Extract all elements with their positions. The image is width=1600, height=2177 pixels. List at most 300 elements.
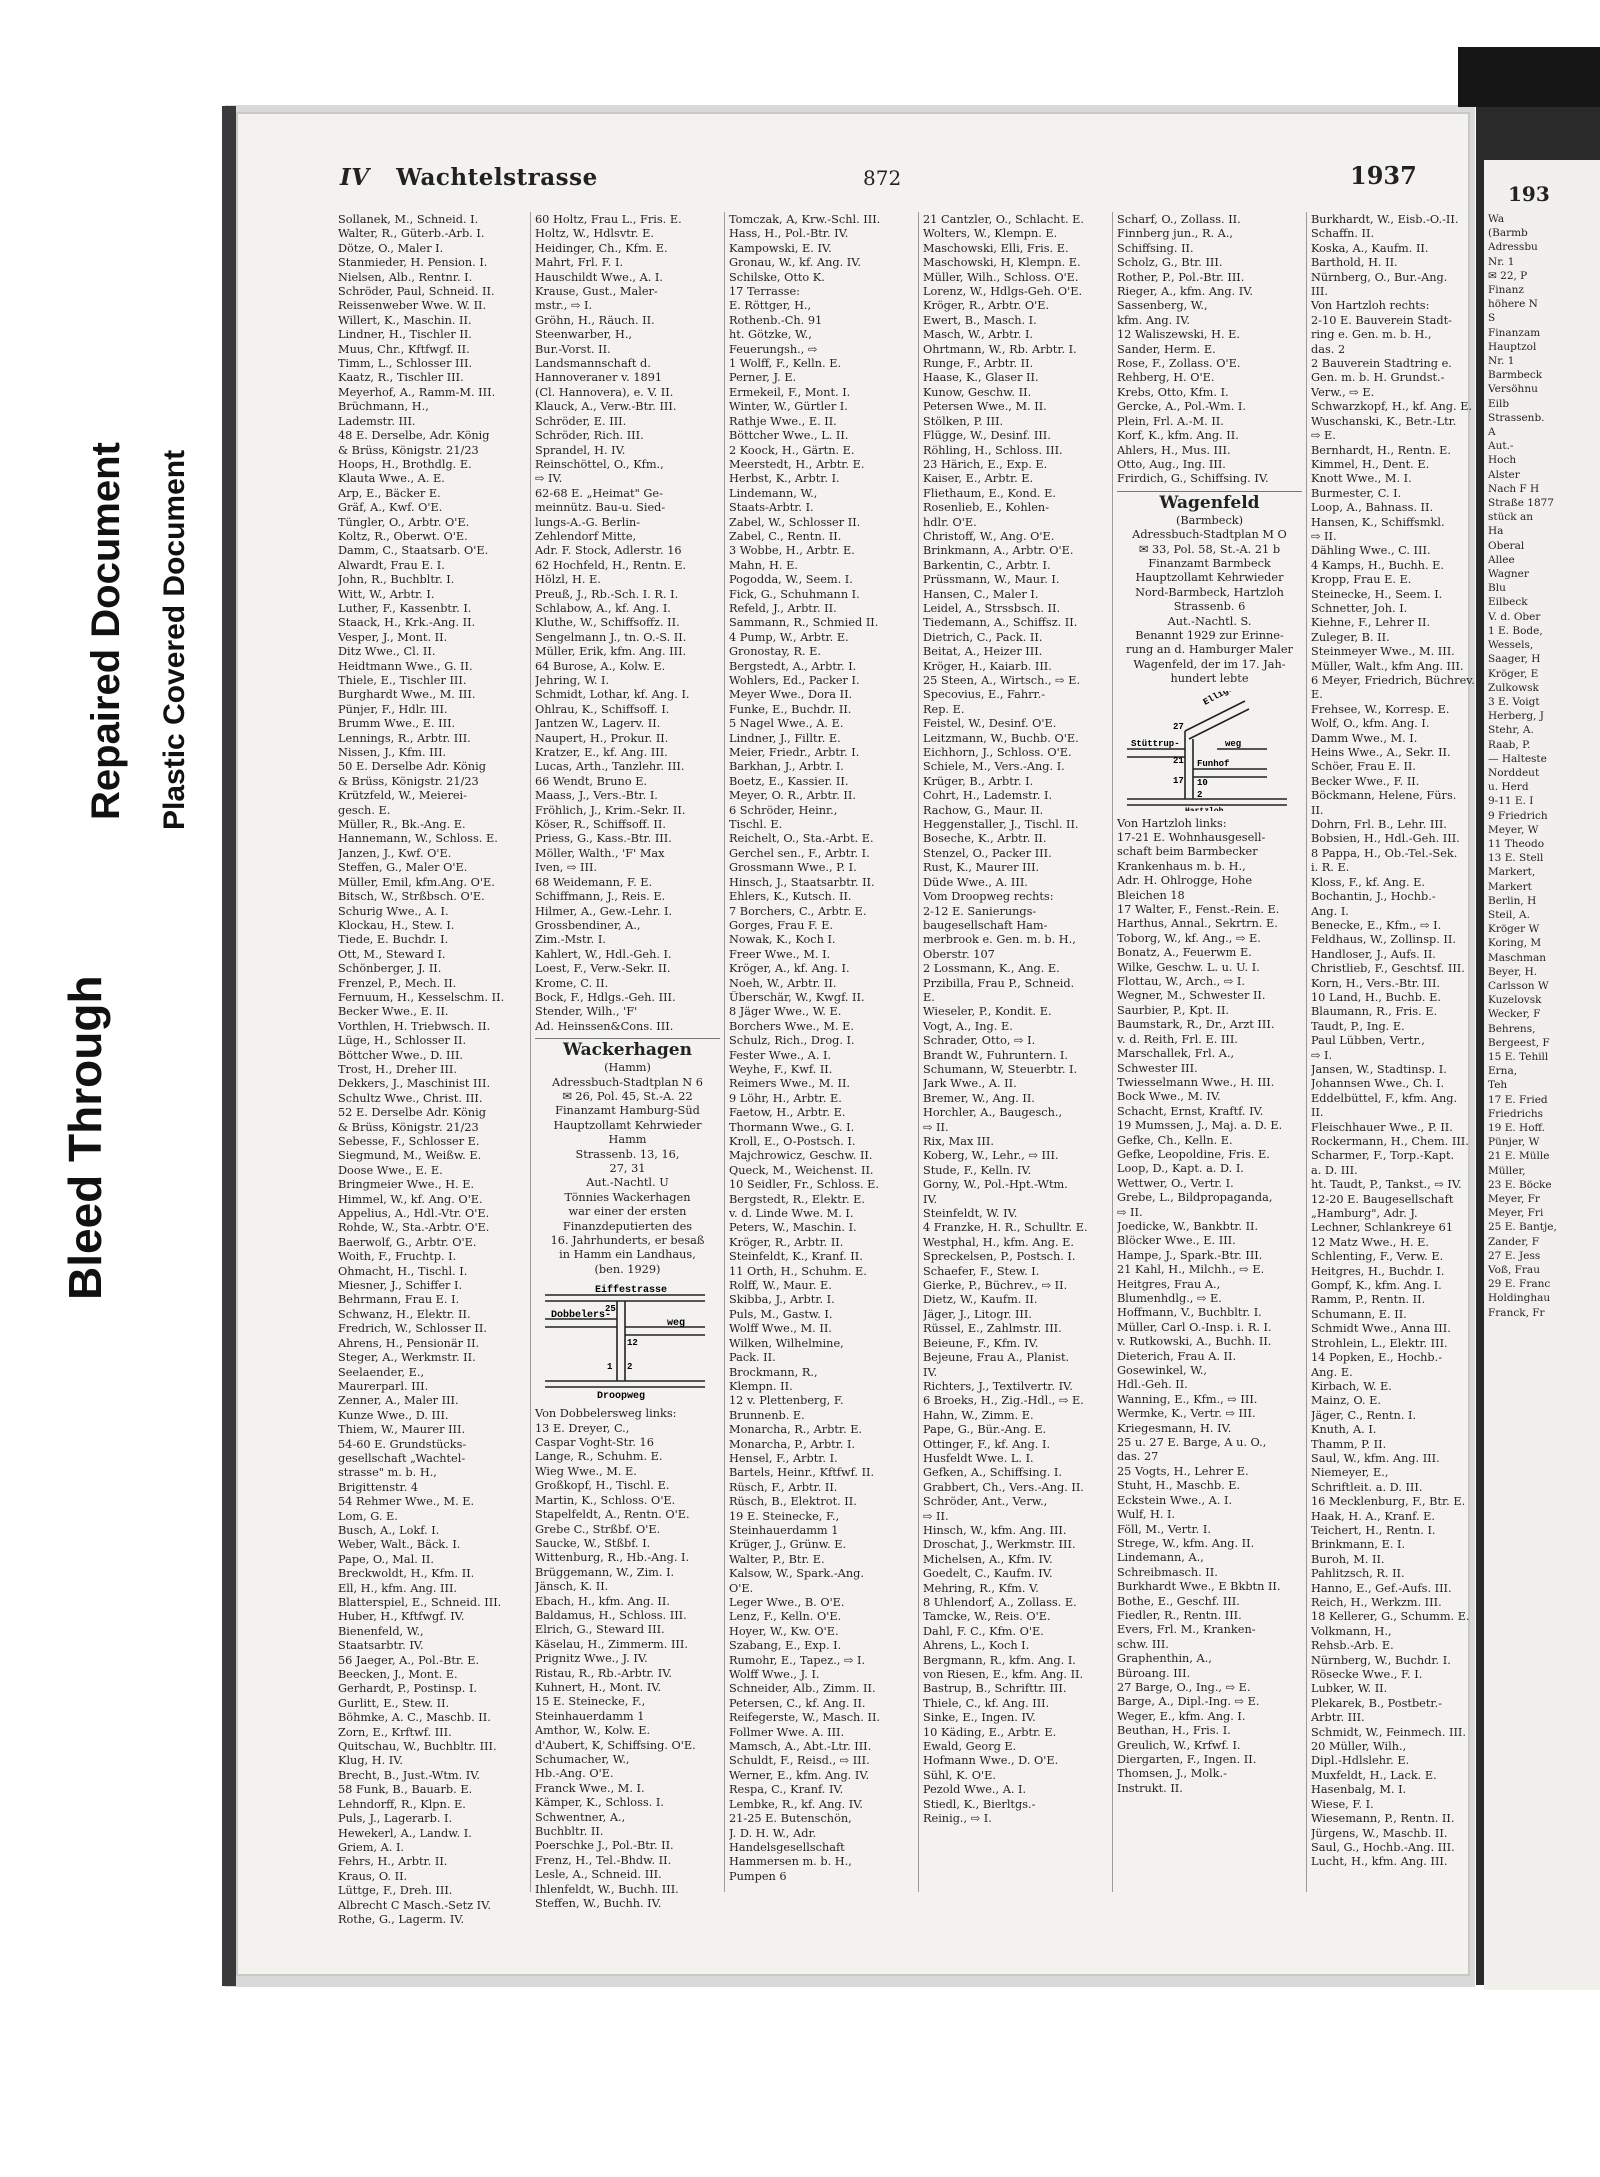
entry-line: Muus, Chr., Kftfwgf. II.: [338, 342, 470, 356]
entry-line: Adressbuch-Stadtplan N 6: [552, 1075, 703, 1089]
entry-line: Gen. m. b. H. Grundst.-: [1311, 371, 1445, 385]
entry-line: Markert,: [1488, 866, 1536, 879]
entry-line: Leitzmann, W., Buchb. O'E.: [923, 731, 1079, 745]
entry-line: Scharmer, F., Torp.-Kapt.: [1311, 1149, 1455, 1163]
entry-line: Nr. 1: [1488, 355, 1515, 368]
entry-line: Puls, J., Lagerarb. I.: [338, 1812, 453, 1826]
entry-line: Steenwarber, H.,: [535, 328, 633, 342]
entry-line: 56 Jaeger, A., Pol.-Btr. E.: [338, 1653, 480, 1667]
entry-line: Ermekeil, F., Mont. I.: [729, 385, 851, 399]
entry-line: (Barmb: [1488, 227, 1528, 240]
entry-line: Müller, Erik, kfm. Ang. III.: [535, 645, 687, 659]
entry-line: 4 Pump, W., Arbtr. E.: [729, 630, 849, 644]
entry-line: Eddelbüttel, F., kfm. Ang.: [1311, 1091, 1458, 1105]
entry-line: Ott, M., Steward I.: [338, 947, 446, 961]
entry-line: Droschat, J., Werkmstr. III.: [923, 1538, 1076, 1552]
entry-line: Priess, G., Kass.-Btr. III.: [535, 832, 672, 846]
entry-line: Kirbach, W. E.: [1311, 1379, 1392, 1393]
entry-line: Barkentin, C., Arbtr. I.: [923, 558, 1051, 572]
entry-line: 29 E. Franc: [1488, 1278, 1551, 1291]
entry-line: schaft beim Barmbecker: [1117, 845, 1258, 859]
entry-line: Hannemann, W., Schloss. E.: [338, 832, 498, 846]
entry-line: Kunow, Geschw. II.: [923, 385, 1032, 399]
entry-line: Wuschanski, K., Betr.-Ltr.: [1311, 414, 1457, 428]
entry-line: Borchers Wwe., M. E.: [729, 1019, 854, 1033]
entry-line: Schrader, Otto, ⇨ I.: [923, 1034, 1036, 1048]
entry-line: Hilmer, A., Gew.-Lehr. I.: [535, 904, 673, 918]
entry-line: Schaffn. II.: [1311, 227, 1375, 241]
entry-line: Kröger, R., Arbtr. O'E.: [923, 299, 1050, 313]
entry-line: Rolff, W., Maur. E.: [729, 1279, 832, 1293]
entry-line: IV.: [923, 1192, 938, 1206]
entry-line: Kämper, K., Schloss. I.: [535, 1796, 664, 1810]
entry-line: & Brüss, Königstr. 21/23: [338, 774, 479, 788]
entry-line: Lindner, J., Filltr. E.: [729, 731, 841, 745]
entry-line: Reinschöttel, O., Kfm.,: [535, 457, 664, 471]
entry-line: 8 Uhlendorf, A., Zollass. E.: [923, 1596, 1077, 1609]
entry-line: Beitat, A., Heizer III.: [923, 645, 1043, 659]
entry-line: Gräf, A., Kwf. O'E.: [338, 501, 443, 515]
entry-line: ⇨ II.: [923, 1120, 949, 1134]
entry-line: Fehrs, H., Arbtr. II.: [338, 1855, 448, 1869]
entry-line: Krüger, B., Arbtr. I.: [923, 774, 1034, 788]
entry-line: Eckstein Wwe., A. I.: [1117, 1493, 1233, 1507]
entry-line: Rüssel, E., Zahlmstr. III.: [923, 1322, 1062, 1336]
entry-line: v. Rutkowski, A., Buchh. II.: [1117, 1335, 1272, 1349]
entry-line: Ohrtmann, W., Rb. Arbtr. I.: [923, 342, 1077, 356]
map-label: Stüttrup-: [1131, 738, 1180, 749]
entry-line: Zehlendorf Mitte,: [535, 529, 637, 543]
entry-line: Faetow, H., Arbtr. E.: [729, 1106, 846, 1120]
entry-line: Respa, C., Kranf. IV.: [729, 1783, 844, 1797]
entry-line: Ditz Wwe., Cl. II.: [338, 645, 436, 659]
entry-line: Koberg, W., Lehr., ⇨ III.: [923, 1149, 1059, 1163]
entry-line: Lesle, A., Schneid. III.: [535, 1868, 662, 1882]
map-label: 12: [627, 1338, 638, 1349]
entry-line: Wolff Wwe., M. II.: [729, 1322, 832, 1336]
entry-line: Przibilla, Frau P., Schneid.: [923, 976, 1075, 990]
entry-line: 27 E. Jess: [1488, 1249, 1541, 1262]
entry-line: Dietrich, C., Pack. II.: [923, 630, 1043, 644]
entry-line: Reissenweber Wwe. W. II.: [338, 299, 487, 313]
entry-line: Fernuum, H., Kesselschm. II.: [338, 990, 505, 1004]
entry-line: Pape, G., Bür.-Ang. E.: [923, 1423, 1047, 1437]
entry-line: Fliethaum, E., Kond. E.: [923, 486, 1056, 500]
map-label: Dobbelers-: [551, 1310, 612, 1322]
entry-line: Janzen, J., Kwf. O'E.: [338, 846, 452, 860]
entry-line: Hampe, J., Spark.-Btr. III.: [1117, 1248, 1263, 1262]
entry-line: Hinsch, W., kfm. Ang. III.: [923, 1523, 1067, 1537]
entry-line: Bastrup, B., Schrifttr. III.: [923, 1682, 1067, 1696]
entry-line: ⇨ II.: [1117, 1205, 1143, 1219]
entry-line: Lembke, R., kf. Ang. IV.: [729, 1797, 864, 1811]
entry-line: Versöhnu: [1488, 383, 1538, 396]
entry-line: Bergmann, R., kfm. Ang. I.: [923, 1653, 1076, 1667]
entry-line: Gronau, W., kf. Ang. IV.: [729, 256, 861, 270]
entry-line: in Hamm ein Landhaus,: [559, 1248, 696, 1262]
entry-line: Staack, H., Krk.-Ang. II.: [338, 616, 476, 630]
entry-line: John, R., Buchbltr. I.: [338, 573, 455, 587]
entry-line: Meyer Wwe., Dora II.: [729, 688, 853, 702]
entry-line: Maass, J., Vers.-Btr. I.: [535, 789, 658, 803]
map-label: Droopweg: [597, 1391, 646, 1402]
entry-line: Ottinger, F., kf. Ang. I.: [923, 1437, 1051, 1451]
street-map-drawing: [1117, 691, 1295, 811]
entry-line: Lorenz, W., Hdlgs-Geh. O'E.: [923, 285, 1083, 299]
entry-line: Rumohr, E., Tapez., ⇨ I.: [729, 1653, 866, 1667]
column-5: [1117, 213, 1302, 1973]
entry-line: Gorges, Frau F. E.: [729, 918, 834, 932]
entry-line: Reifegerste, W., Masch. II.: [729, 1711, 881, 1725]
entry-line: Jänsch, K. II.: [535, 1580, 609, 1594]
entry-line: Ang. E.: [1311, 1365, 1353, 1379]
entry-line: Adr. F. Stock, Adlerstr. 16: [535, 544, 682, 558]
entry-line: Schröder, Paul, Schneid. II.: [338, 285, 495, 299]
entry-line: 4 Franzke, H. R., Schulltr. E.: [923, 1221, 1088, 1235]
entry-line: 2 Koock, H., Gärtn. E.: [729, 443, 855, 457]
entry-line: Hensel, F., Arbtr. I.: [729, 1451, 838, 1465]
entry-line: 16. Jahrhunderts, er besaß: [550, 1234, 705, 1248]
entry-line: Heitgres, Frau A.,: [1117, 1277, 1221, 1291]
entry-line: Wittenburg, R., Hb.-Ang. I.: [535, 1551, 690, 1565]
entry-line: Tomczak, A, Krw.-Schl. III.: [729, 213, 881, 226]
entry-line: 25 u. 27 E. Barge, A u. O.,: [1117, 1436, 1267, 1450]
entry-line: Fröhlich, J., Krim.-Sekr. II.: [535, 803, 686, 817]
entry-line: Ewald, Georg E.: [923, 1740, 1017, 1754]
entry-line: Blumenhdlg., ⇨ E.: [1117, 1292, 1222, 1305]
entry-line: Kaatz, R., Tischler III.: [338, 371, 464, 385]
entry-line: Westphal, H., kfm. Ang. E.: [923, 1235, 1074, 1249]
entry-line: Alwardt, Frau E. I.: [338, 558, 445, 572]
entry-line: Doose Wwe., E. E.: [338, 1163, 443, 1177]
entry-line: Buroh, M. II.: [1311, 1552, 1385, 1566]
entry-line: Gerhardt, P., Postinsp. I.: [338, 1682, 477, 1696]
entry-line: Steinfeldt, K., Kranf. II.: [729, 1250, 863, 1264]
entry-line: Beuthan, H., Fris. I.: [1117, 1724, 1231, 1738]
entry-line: Wermke, K., Vertr. ⇨ III.: [1117, 1407, 1256, 1421]
entry-line: Schumann, E. II.: [1311, 1307, 1407, 1321]
entry-line: (ben. 1929): [594, 1262, 661, 1276]
entry-line: 9-11 E. I: [1488, 795, 1534, 808]
entry-line: Jäger, C., Rentn. I.: [1311, 1408, 1417, 1422]
entry-line: 20 Müller, Wilh.,: [1311, 1740, 1407, 1754]
entry-line: Schwarzkopf, H., kf. Ang. E.: [1311, 400, 1473, 414]
entry-line: Behrmann, Frau E. I.: [338, 1293, 460, 1307]
entry-line: Friedrichs: [1488, 1107, 1544, 1120]
entry-line: Kröger, E: [1488, 667, 1539, 680]
column-rule: [1112, 212, 1113, 1892]
entry-line: kfm. Ang. IV.: [1117, 313, 1191, 327]
entry-line: Ell, H., kfm. Ang. III.: [338, 1581, 458, 1595]
entry-line: gesellschaft „Wachtel-: [338, 1451, 466, 1465]
entry-line: Stiedl, K., Bierltgs.-: [923, 1797, 1036, 1811]
entry-line: Ebach, H., kfm. Ang. II.: [535, 1594, 670, 1608]
entry-line: Stanmieder, H. Pension. I.: [338, 256, 488, 270]
entry-line: Cohrt, H., Lademstr. I.: [923, 789, 1053, 803]
entry-line: 64 Burose, A., Kolw. E.: [535, 659, 666, 673]
entry-line: Hahn, W., Zimm. E.: [923, 1408, 1034, 1422]
entry-line: Kröger W: [1488, 923, 1540, 936]
entry-line: Rösecke Wwe., F. I.: [1311, 1668, 1423, 1682]
entry-line: Bernhardt, H., Rentn. E.: [1311, 443, 1451, 457]
entry-line: 58 Funk, B., Bauarb. E.: [338, 1783, 473, 1797]
entry-line: Staatsarbtr. IV.: [338, 1639, 424, 1653]
entry-line: (Cl. Hannovera), e. V. II.: [535, 385, 674, 399]
entry-line: Beyer, H.: [1488, 965, 1538, 978]
entry-line: Markert: [1488, 880, 1532, 893]
entry-line: Gurlitt, E., Stew. II.: [338, 1696, 450, 1710]
entry-line: & Brüss, Königstr. 21/23: [338, 1120, 479, 1134]
entry-line: höhere N: [1488, 298, 1538, 311]
entry-line: Rothe, G., Lagerm. IV.: [338, 1912, 465, 1926]
entry-line: Wieseler, P., Kondit. E.: [923, 1005, 1052, 1019]
entry-line: Sander, Herm. E.: [1117, 342, 1216, 356]
entry-line: E.: [1311, 688, 1323, 702]
entry-line: Schreibmasch. II.: [1117, 1565, 1218, 1579]
entry-line: Lindner, H., Tischler II.: [338, 328, 472, 342]
entry-line: Ristau, R., Rb.-Arbtr. IV.: [535, 1666, 672, 1680]
entry-line: Strassenb.: [1488, 411, 1545, 424]
column-rule: [724, 212, 725, 1892]
map-label: 27: [1173, 721, 1184, 732]
entry-line: Vesper, J., Mont. II.: [338, 630, 448, 644]
entry-line: Meier, Friedr., Arbtr. I.: [729, 746, 860, 760]
street-title: Wachtelstrasse: [396, 164, 598, 191]
street-map: [1117, 691, 1295, 811]
entry-line: 2 Lossmann, K., Ang. E.: [923, 962, 1060, 976]
entry-line: Wolf, O., kfm. Ang. I.: [1311, 717, 1430, 731]
entry-line: „Hamburg", Adr. J.: [1311, 1207, 1418, 1221]
entry-line: Zenner, A., Maler III.: [338, 1394, 459, 1408]
entry-line: Baumstark, R., Dr., Arzt III.: [1117, 1018, 1275, 1032]
entry-line: Erna,: [1488, 1065, 1518, 1078]
entry-line: Niemeyer, E.,: [1311, 1466, 1389, 1480]
entry-line: 12-20 E. Baugesellschaft: [1311, 1192, 1454, 1206]
entry-line: Franck, Fr: [1488, 1306, 1545, 1319]
entry-line: Hauptzollamt Kehrwieder: [1135, 571, 1284, 585]
entry-line: Rohde, W., Sta.-Arbtr. O'E.: [338, 1221, 490, 1235]
entry-line: Heidtmann Wwe., G. II.: [338, 659, 473, 673]
entry-line: Pahlitzsch, R. II.: [1311, 1567, 1405, 1581]
entry-line: 19 E. Steinecke, F.,: [729, 1509, 840, 1523]
entry-line: Brandt W., Fuhruntern. I.: [923, 1048, 1068, 1062]
entry-line: Überschär, W., Kwgf. II.: [729, 990, 865, 1004]
entry-line: Mahrt, Frl. F. I.: [535, 256, 624, 270]
entry-line: Werner, E., kfm. Ang. IV.: [729, 1768, 870, 1782]
entry-line: Gosewinkel, W.,: [1117, 1364, 1208, 1378]
entry-line: Brecht, B., Just.-Wtm. IV.: [338, 1768, 480, 1782]
entry-line: Teh: [1488, 1079, 1508, 1092]
entry-line: & Brüss, Königstr. 21/23: [338, 443, 479, 457]
entry-line: 11 Orth, H., Schuhm. E.: [729, 1264, 867, 1278]
entry-line: Kratzer, E., kf. Ang. III.: [535, 746, 668, 760]
entry-line: 11 Theodo: [1488, 837, 1545, 850]
entry-line: Sengelmann J., tn. O.-S. II.: [535, 630, 687, 644]
entry-line: 27, 31: [609, 1162, 646, 1175]
entry-line: Carlsson W: [1488, 979, 1549, 992]
entry-line: das. 27: [1117, 1450, 1159, 1464]
entry-line: Dohrn, Frl. B., Lehr. III.: [1311, 818, 1447, 832]
entry-line: Zabel, W., Schlosser II.: [729, 515, 861, 529]
entry-line: Woith, F., Fruchtp. I.: [338, 1250, 457, 1264]
entry-line: Maschman: [1488, 951, 1547, 964]
entry-line: Böttcher Wwe., L. II.: [729, 429, 849, 443]
entry-line: ⇨ II.: [923, 1509, 949, 1523]
entry-line: Finnberg jun., R. A.,: [1117, 227, 1233, 241]
entry-line: Wieg Wwe., M. E.: [535, 1464, 637, 1478]
entry-line: Schumann, W, Steuerbtr. I.: [923, 1062, 1078, 1076]
entry-line: Koltz, R., Oberwt. O'E.: [338, 529, 468, 543]
entry-line: Wessels,: [1488, 639, 1534, 652]
entry-line: Specovius, E., Fahrr.-: [923, 688, 1046, 702]
entry-line: 3 Wobbe, H., Arbtr. E.: [729, 544, 855, 558]
entry-line: 12 Waliszewski, H. E.: [1117, 328, 1240, 342]
entry-line: Grabbert, Ch., Vers.-Ang. II.: [923, 1480, 1084, 1494]
entry-line: 52 E. Derselbe Adr. König: [338, 1106, 486, 1120]
entry-line: Graphenthin, A.,: [1117, 1652, 1212, 1666]
entry-line: Müller, Carl O.-Insp. i. R. I.: [1117, 1320, 1272, 1334]
entry-line: Grebe C., Strßbf. O'E.: [535, 1522, 661, 1536]
entry-line: Hoyer, W., Kw. O'E.: [729, 1624, 839, 1638]
entry-line: Kroll, E., O-Postsch. I.: [729, 1135, 856, 1148]
entry-line: Lubker, W. II.: [1311, 1682, 1388, 1696]
entry-line: Brinkmann, E. I.: [1311, 1538, 1406, 1552]
entry-line: 10 Land, H., Buchb. E.: [1311, 990, 1441, 1004]
entry-line: Verw., ⇨ E.: [1311, 385, 1375, 399]
entry-line: Grossbendiner, A.,: [535, 918, 641, 932]
entry-line: 25 E. Bantje,: [1488, 1221, 1557, 1234]
entry-line: Pumpen 6: [729, 1869, 787, 1883]
column-6: [1311, 213, 1496, 1973]
entry-line: Brinkmann, A., Arbtr. O'E.: [923, 544, 1074, 558]
entry-line: Maschowski, H, Klempn. E.: [923, 256, 1081, 270]
entry-line: Sebesse, F., Schlosser E.: [338, 1135, 480, 1148]
entry-line: Handloser, J., Aufs. II.: [1311, 947, 1436, 961]
entry-line: Müller, Emil, kfm.Ang. O'E.: [338, 875, 495, 889]
entry-line: Zander, F: [1488, 1235, 1540, 1248]
entry-line: Evers, Frl. M., Kranken-: [1117, 1623, 1256, 1637]
entry-line: Von Hartzloh links:: [1117, 816, 1227, 830]
entry-line: ring e. Gen. m. b. H.,: [1311, 328, 1432, 342]
entry-line: Klauck, A., Verw.-Btr. III.: [535, 400, 677, 414]
entry-line: Burghardt Wwe., M. III.: [338, 688, 476, 702]
entry-line: ⇨ IV.: [535, 472, 563, 486]
entry-line: (Barmbeck): [1175, 513, 1244, 527]
entry-line: Maurerparl. III.: [338, 1379, 429, 1393]
entry-line: Finanzamt Hamburg-Süd: [555, 1104, 700, 1118]
entry-line: Becker Wwe., F. II.: [1311, 774, 1420, 788]
entry-line: Rix, Max III.: [923, 1135, 994, 1148]
entry-line: Hewekerl, A., Landw. I.: [338, 1826, 472, 1840]
entry-line: Meyerhof, A., Ramm-M. III.: [338, 385, 496, 399]
entry-line: 21-25 E. Butenschön,: [729, 1812, 852, 1826]
entry-line: Stender, Wilh., 'F': [535, 1005, 638, 1019]
entry-line: Staats-Arbtr. I.: [729, 501, 814, 515]
entry-line: das. 2: [1311, 342, 1346, 356]
adjacent-page-year: 193: [1508, 182, 1550, 206]
entry-line: 9 Friedrich: [1488, 809, 1548, 822]
adjacent-page-fragment: [1484, 160, 1600, 1990]
entry-line: Gefke, Ch., Kelln. E.: [1117, 1133, 1233, 1147]
entry-line: Prignitz Wwe., J. IV.: [535, 1652, 648, 1666]
entry-line: Wiese, F. I.: [1311, 1797, 1374, 1811]
entry-line: Grebe, L., Bildpropaganda,: [1117, 1191, 1273, 1205]
entry-line: Rosenlieb, E., Kohlen-: [923, 501, 1050, 515]
entry-line: Brüggemann, W., Zim. I.: [535, 1565, 675, 1579]
entry-line: Brigittenstr. 4: [338, 1480, 419, 1494]
entry-line: Stehr, A.: [1488, 724, 1534, 737]
entry-line: Adressbuch-Stadtplan M O: [1132, 528, 1287, 542]
entry-line: rung an d. Hamburger Maler: [1126, 643, 1293, 657]
entry-line: Mahn, H. E.: [729, 558, 798, 572]
entry-line: Kropp, Frau E. E.: [1311, 573, 1412, 587]
entry-line: Pezold Wwe., A. I.: [923, 1783, 1027, 1797]
entry-line: Loest, F., Verw.-Sekr. II.: [535, 962, 671, 976]
entry-line: Bejeune, Frau A., Planist.: [923, 1351, 1070, 1365]
entry-line: Lindemann, A.,: [1117, 1551, 1204, 1565]
entry-line: Steinecke, H., Seem. I.: [1311, 587, 1443, 601]
entry-line: 54 Rehmer Wwe., M. E.: [338, 1495, 475, 1509]
entry-line: Stude, F., Kelln. IV.: [923, 1163, 1032, 1177]
entry-line: Ahrens, H., Pensionär II.: [338, 1336, 480, 1350]
entry-line: 14 Popken, E., Hochb.-: [1311, 1351, 1443, 1365]
entry-line: Rathje Wwe., E. II.: [729, 414, 837, 428]
entry-line: v. d. Linde Wwe. M. I.: [729, 1207, 854, 1221]
entry-line: Johannsen Wwe., Ch. I.: [1311, 1077, 1445, 1091]
entry-line: Blöcker Wwe., E. III.: [1117, 1234, 1236, 1248]
entry-line: Lechner, Schlankreye 61: [1311, 1221, 1454, 1235]
entry-line: Lindemann, W.,: [729, 486, 818, 500]
entry-line: Koring, M: [1488, 937, 1542, 950]
entry-line: Breckwoldt, H., Kfm. II.: [338, 1567, 475, 1581]
entry-line: III.: [1311, 285, 1328, 299]
entry-line: Grossmann Wwe., P. I.: [729, 861, 857, 875]
entry-line: 2 Bauverein Stadtring e.: [1311, 357, 1452, 371]
entry-line: Bitsch, W., Strßbsch. O'E.: [338, 890, 485, 904]
entry-line: Wulf, H. I.: [1117, 1508, 1176, 1522]
entry-line: Heggenstaller, J., Tischl. II.: [923, 818, 1079, 832]
entry-line: Saul, G., Hochb.-Ang. III.: [1311, 1840, 1455, 1854]
entry-line: V. d. Ober: [1488, 610, 1541, 623]
entry-line: Mehring, R., Kfm. V.: [923, 1581, 1039, 1595]
entry-line: hdlr. O'E.: [923, 515, 977, 529]
entry-line: Scholz, G., Btr. III.: [1117, 256, 1223, 270]
entry-line: Winter, W., Gürtler I.: [729, 400, 848, 414]
entry-line: Bock Wwe., M. IV.: [1117, 1090, 1221, 1104]
entry-line: Hansen, C., Maler I.: [923, 587, 1039, 601]
entry-line: Frehsee, W., Korresp. E.: [1311, 702, 1450, 716]
entry-line: Mainz, O. E.: [1311, 1394, 1381, 1408]
entry-line: Burmester, C. I.: [1311, 486, 1402, 500]
entry-line: strasse" m. b. H.,: [338, 1466, 437, 1480]
entry-line: Kuzelovsk: [1488, 994, 1542, 1007]
entry-line: Barthold, H. II.: [1311, 256, 1398, 270]
entry-line: Nissen, J., Kfm. III.: [338, 746, 447, 760]
entry-line: Husfeldt Wwe. L. I.: [923, 1451, 1034, 1465]
entry-line: Hoops, H., Brothdlg. E.: [338, 457, 472, 471]
entry-line: Schulz, Rich., Drog. I.: [729, 1034, 855, 1048]
entry-line: Griem, A. I.: [338, 1840, 405, 1854]
entry-line: Bothe, E., Geschf. III.: [1117, 1594, 1240, 1608]
entry-line: Alster: [1488, 468, 1520, 481]
entry-line: Zorn, E., Krftwf. III.: [338, 1725, 452, 1739]
entry-line: Meyer, Fri: [1488, 1207, 1544, 1220]
entry-line: 54-60 E. Grundstücks-: [338, 1437, 467, 1451]
entry-line: Strohlein, L., Elektr. III.: [1311, 1336, 1448, 1350]
page-number: 872: [863, 166, 902, 190]
map-label: [1185, 807, 1224, 811]
entry-line: Sollanek, M., Schneid. I.: [338, 213, 479, 226]
